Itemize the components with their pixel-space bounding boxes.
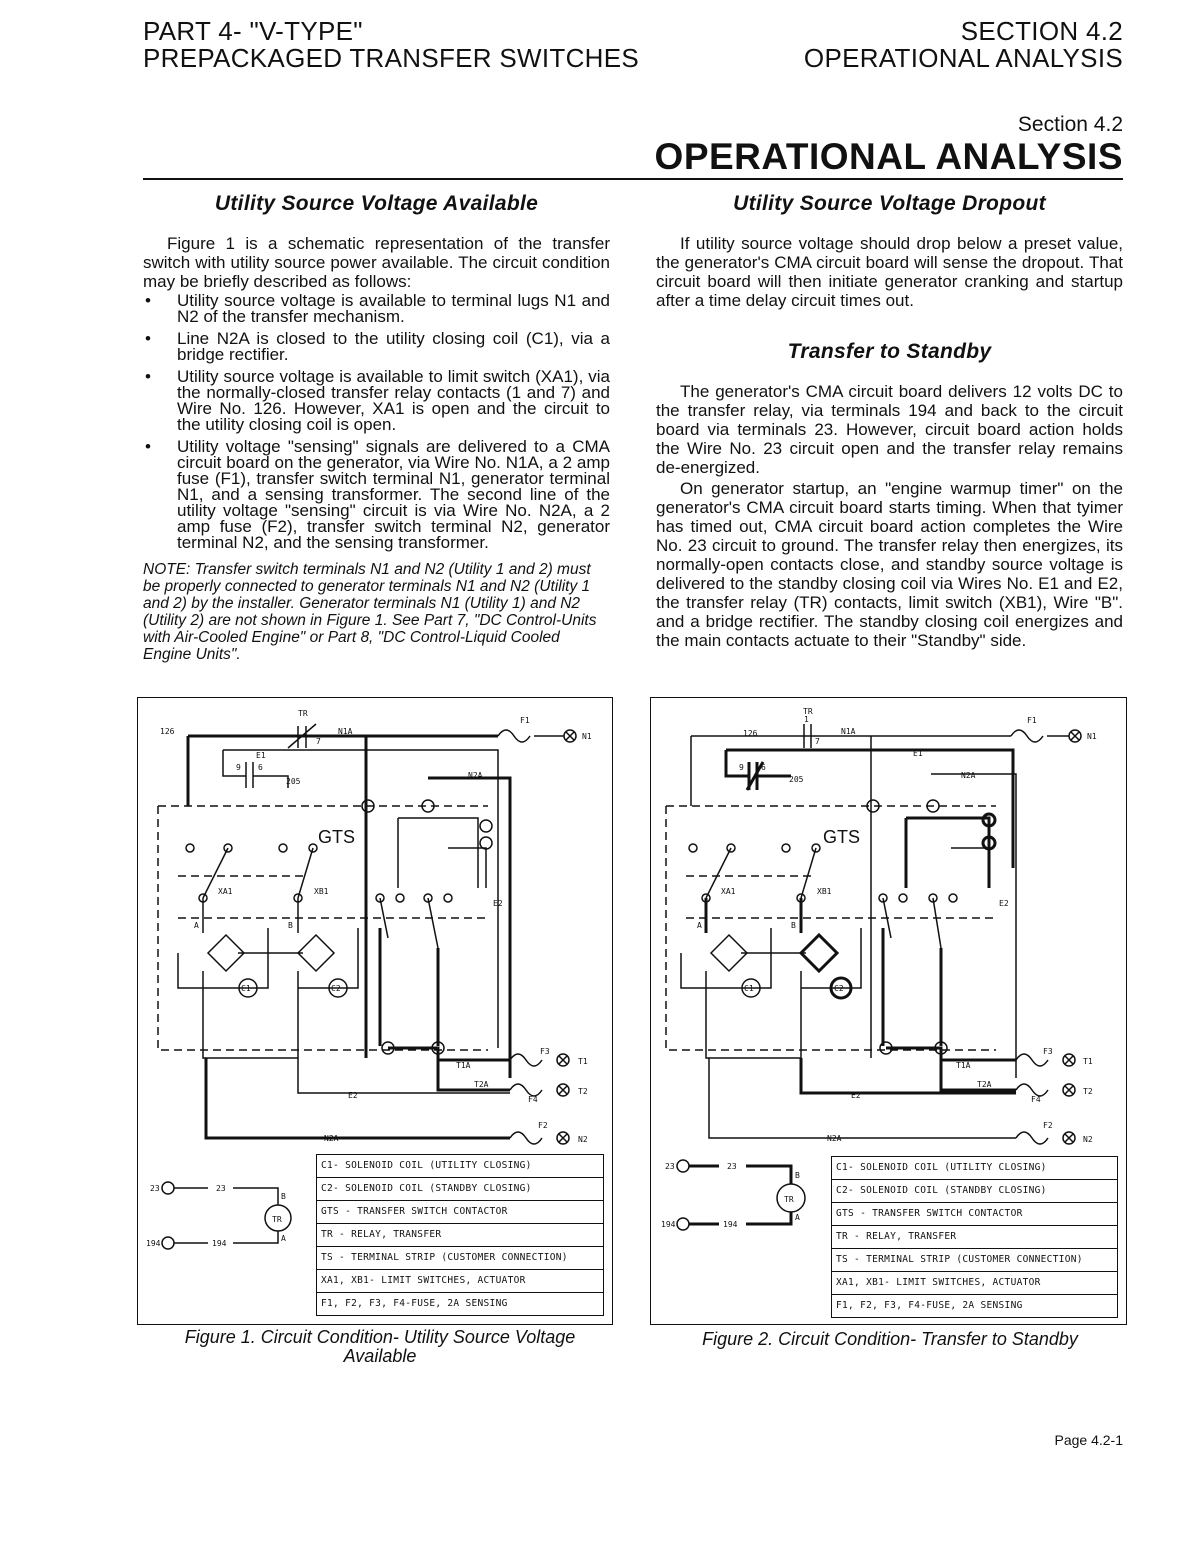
label-t1: T1 <box>1083 1057 1093 1066</box>
label-e1: E1 <box>256 751 266 760</box>
list-item: • Utility source voltage is available to limit switch (XA1), via the normally-closed transfer relay contacts (1 and 7) and Wire No. 126. However, XA1 is open and the circuit to the utility closing coil is open. <box>143 369 610 433</box>
label-a: A <box>194 921 199 930</box>
label-tr: TR <box>298 709 308 718</box>
label-n2: N2 <box>1083 1135 1093 1144</box>
label-n2a-bottom: N2A <box>324 1134 339 1143</box>
heading-utility-available: Utility Source Voltage Available <box>214 192 539 215</box>
label-9: 9 <box>739 763 744 772</box>
standby-paragraph-1: The generator's CMA circuit board delivers 12 volts DC to the transfer relay, via terminals 194 and back to the circuit board via terminals 23. However, circuit board action holds the Wire No. 23 circuit open and the transfer relay remains de-energized. <box>656 382 1123 477</box>
label-f3: F3 <box>540 1047 550 1056</box>
section-title: OPERATIONAL ANALYSIS <box>654 136 1123 177</box>
label-t1a: T1A <box>456 1061 471 1070</box>
label-b: B <box>288 921 293 930</box>
part-header <box>143 18 639 72</box>
label-n1: N1 <box>582 732 592 741</box>
label-t1a: T1A <box>956 1061 971 1070</box>
page-number: Page 4.2-1 <box>1054 1432 1123 1448</box>
legend-row: F1, F2, F3, F4-FUSE, 2A SENSING <box>321 1298 508 1309</box>
label-n2a: N2A <box>961 771 976 780</box>
label-xa1: XA1 <box>721 887 736 896</box>
label-xa1: XA1 <box>218 887 233 896</box>
label-n2a-bottom: N2A <box>827 1134 842 1143</box>
label-tr: TR <box>803 707 813 716</box>
intro-paragraph: Figure 1 is a schematic representation of the transfer switch with utility source power available. The circuit condition may be briefly described as follows: <box>143 234 610 291</box>
label-tr-a: A <box>281 1234 286 1243</box>
figure-2-caption: Figure 2. Circuit Condition- Transfer to Standby <box>702 1329 1078 1349</box>
legend-row: TS - TERMINAL STRIP (CUSTOMER CONNECTION) <box>317 1247 603 1270</box>
label-xb1: XB1 <box>817 887 832 896</box>
figure-2-schematic <box>650 697 1127 1325</box>
legend-row: GTS - TRANSFER SWITCH CONTACTOR <box>317 1201 603 1224</box>
label-e2-right: E2 <box>999 899 1009 908</box>
part-subtitle: PREPACKAGED TRANSFER SWITCHES <box>143 43 640 73</box>
label-e2-right: E2 <box>493 899 503 908</box>
label-e1: E1 <box>913 749 923 758</box>
label-n1a: N1A <box>841 727 856 736</box>
section-header <box>804 18 1123 72</box>
label-f1: F1 <box>520 716 530 725</box>
figure-1-caption: Figure 1. Circuit Condition- Utility Source Voltage Available <box>184 1327 576 1366</box>
section-name-header: OPERATIONAL ANALYSIS <box>803 43 1123 73</box>
list-item: • Utility source voltage is available to terminal lugs N1 and N2 of the transfer mechanism. <box>143 293 610 325</box>
standby-paragraph-2: On generator startup, an "engine warmup timer" on the generator's CMA circuit board starts timing. When that tyimer has timed out, CMA circuit board action completes the Wire No. 23 circuit to ground. The transfer relay then energizes, its normally-open contacts close, and standby source voltage is delivered to the standby closing coil via Wires No. E1 and E2, the transfer relay (TR) contacts, limit switch (XB1), Wire "B". and a bridge rectifier. The standby closing coil energizes and the main contacts actuate to their "Standby" side. <box>656 479 1123 650</box>
figure-1-schematic <box>137 697 613 1325</box>
figure-2-legend <box>831 1156 1118 1318</box>
label-23-right: 23 <box>216 1184 226 1193</box>
label-c1: C1 <box>241 984 251 993</box>
condition-list <box>143 293 610 551</box>
label-6: 6 <box>761 763 766 772</box>
label-tr-a: A <box>795 1213 800 1222</box>
section-number-header: SECTION 4.2 <box>960 16 1123 46</box>
list-item: • Utility voltage "sensing" signals are delivered to a CMA circuit board on the generator, via Wire No. N1A, a 2 amp fuse (F1), transfer switch terminal N1, generator terminal N1, and a sensing transformer. The second line of the utility voltage "sensing" circuit is via Wire No. N2A, a 2 amp fuse (F2), transfer switch terminal N2, generator terminal N2, and the sensing transformer. <box>143 439 610 551</box>
label-205: 205 <box>789 775 804 784</box>
label-126: 126 <box>743 729 758 738</box>
label-xb1: XB1 <box>314 887 329 896</box>
left-column <box>143 192 610 663</box>
label-tr-b: B <box>795 1171 800 1180</box>
label-1: 1 <box>804 715 809 724</box>
label-126: 126 <box>160 727 175 736</box>
dropout-paragraph: If utility source voltage should drop below a preset value, the generator's CMA circuit board will sense the dropout. That circuit board will then initiate generator cranking and startup after a time delay circuit times out. <box>656 234 1123 310</box>
label-e2-bottom: E2 <box>348 1091 358 1100</box>
label-tr-b: B <box>281 1192 286 1201</box>
label-f3: F3 <box>1043 1047 1053 1056</box>
label-205: 205 <box>286 777 301 786</box>
label-gts: GTS <box>823 827 861 847</box>
legend-row: XA1, XB1- LIMIT SWITCHES, ACTUATOR <box>832 1272 1117 1295</box>
label-23-right: 23 <box>727 1162 737 1171</box>
legend-row: C1- SOLENOID COIL (UTILITY CLOSING) <box>317 1155 603 1178</box>
label-f4: F4 <box>528 1095 538 1104</box>
label-t2: T2 <box>1083 1087 1093 1096</box>
part-title: PART 4- "V-TYPE" <box>143 16 363 46</box>
legend-row: TS - TERMINAL STRIP (CUSTOMER CONNECTION) <box>832 1249 1117 1272</box>
label-a: A <box>697 921 702 930</box>
legend-row: TR - RELAY, TRANSFER <box>832 1226 1117 1249</box>
label-9: 9 <box>236 763 241 772</box>
label-n2: N2 <box>578 1135 588 1144</box>
label-tr-coil: TR <box>784 1195 794 1204</box>
label-7: 7 <box>316 737 321 746</box>
legend-row: GTS - TRANSFER SWITCH CONTACTOR <box>832 1203 1117 1226</box>
label-7: 7 <box>815 737 820 746</box>
legend-row: C1- SOLENOID COIL (UTILITY CLOSING) <box>832 1157 1117 1180</box>
label-t2: T2 <box>578 1087 588 1096</box>
label-t1: T1 <box>578 1057 588 1066</box>
legend-row: C2- SOLENOID COIL (STANDBY CLOSING) <box>317 1178 603 1201</box>
list-item: • Line N2A is closed to the utility closing coil (C1), via a bridge rectifier. <box>143 331 610 363</box>
right-column <box>656 192 1123 650</box>
heading-transfer-standby: Transfer to Standby <box>787 340 992 363</box>
figure-1-legend <box>316 1154 604 1316</box>
label-t2a: T2A <box>977 1080 992 1089</box>
label-23-left: 23 <box>150 1184 160 1193</box>
legend-row: XA1, XB1- LIMIT SWITCHES, ACTUATOR <box>317 1270 603 1293</box>
label-f1: F1 <box>1027 716 1037 725</box>
legend-row: C2- SOLENOID COIL (STANDBY CLOSING) <box>832 1180 1117 1203</box>
label-c2: C2 <box>834 984 844 993</box>
installer-note: NOTE: Transfer switch terminals N1 and N2 (Utility 1 and 2) must be properly connected to generator terminals N1 and N2 (Utility 1 and 2) by the installer. Generator terminals N1 (Utility 1) and N2 (Utility 2) are not shown in Figure 1. See Part 7, "DC Control-Units with Air-Cooled Engine" or Part 8, "DC Control-Liquid Cooled Engine Units". <box>143 561 597 663</box>
label-194-left: 194 <box>146 1239 161 1248</box>
label-f2: F2 <box>1043 1121 1053 1130</box>
legend-row: F1, F2, F3, F4-FUSE, 2A SENSING <box>836 1300 1023 1311</box>
legend-row: TR - RELAY, TRANSFER <box>317 1224 603 1247</box>
label-tr-coil: TR <box>272 1215 282 1224</box>
label-gts: GTS <box>318 827 356 847</box>
label-n2a: N2A <box>468 771 483 780</box>
label-194-left: 194 <box>661 1220 676 1229</box>
label-t2a: T2A <box>474 1080 489 1089</box>
label-n1a: N1A <box>338 727 353 736</box>
label-b: B <box>791 921 796 930</box>
label-f4: F4 <box>1031 1095 1041 1104</box>
label-6: 6 <box>258 763 263 772</box>
section-number: Section 4.2 <box>1017 113 1123 136</box>
label-194-right: 194 <box>723 1220 738 1229</box>
heading-voltage-dropout: Utility Source Voltage Dropout <box>733 192 1046 215</box>
label-e2-bottom: E2 <box>851 1091 861 1100</box>
label-c2: C2 <box>331 984 341 993</box>
label-c1: C1 <box>744 984 754 993</box>
title-divider <box>143 178 1123 180</box>
label-194-right: 194 <box>212 1239 227 1248</box>
label-f2: F2 <box>538 1121 548 1130</box>
label-n1: N1 <box>1087 732 1097 741</box>
label-23-left: 23 <box>665 1162 675 1171</box>
